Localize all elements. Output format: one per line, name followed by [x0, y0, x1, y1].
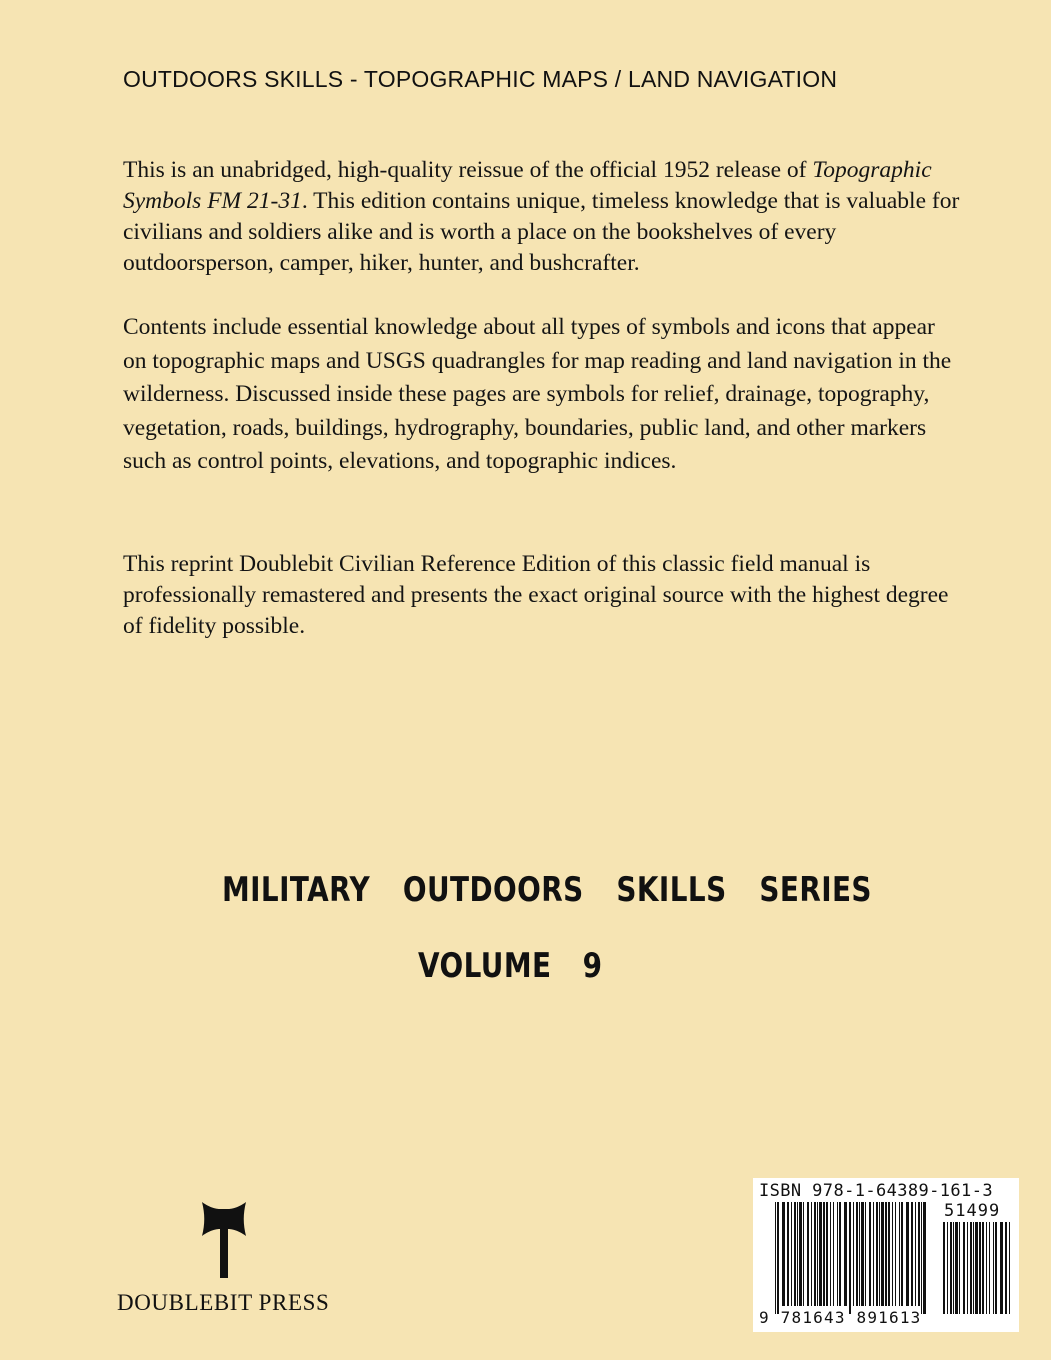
barcode-bar [861, 1202, 864, 1306]
barcode-bar [979, 1222, 981, 1314]
barcode-bar [915, 1202, 916, 1306]
barcode-bar [888, 1202, 890, 1306]
barcode-bar [833, 1202, 834, 1306]
description-paragraph-1 [123, 155, 963, 279]
barcode-bar [923, 1202, 926, 1314]
paragraph-1-rest: . This edition contains unique, timeless knowledge that is valuable for civilians and soldiers alike and is worth a place on the bookshelves of every outdoorsperson, camper, hiker, hunter, and bushcrafter. [123, 188, 960, 276]
isbn-number: ISBN 978-1-64389-161-3 [759, 1181, 993, 1201]
barcode-bar [811, 1202, 812, 1306]
barcode-bar [823, 1202, 825, 1306]
barcode-bar [906, 1202, 909, 1306]
barcode-bar [797, 1202, 798, 1306]
barcode-bar [799, 1202, 802, 1306]
barcode-bar [876, 1202, 878, 1306]
barcode-bar [967, 1222, 968, 1314]
barcode-bar [844, 1202, 847, 1306]
series-title [222, 870, 905, 910]
barcode-bar [794, 1202, 796, 1306]
barcode-bar [777, 1202, 779, 1314]
barcode-bar [873, 1202, 874, 1306]
barcode-bar [895, 1202, 896, 1306]
barcode-bar [918, 1202, 920, 1306]
barcode-bar [899, 1202, 900, 1306]
barcode-bar [963, 1222, 965, 1314]
barcode-bar [830, 1202, 831, 1306]
barcode-bar [881, 1202, 884, 1306]
barcode-bar [947, 1222, 948, 1314]
double-bit-axe-icon [200, 1202, 248, 1278]
barcode-bar [970, 1222, 972, 1314]
category-heading: OUTDOORS SKILLS - TOPOGRAPHIC MAPS / LAND NAVIGATION [123, 66, 838, 92]
book-title: Topographic Symbols FM 21-31 [123, 157, 932, 214]
barcode-bar [982, 1222, 984, 1314]
barcode-bar [819, 1202, 822, 1306]
barcode-bar [837, 1202, 838, 1306]
barcode-bar [943, 1222, 945, 1314]
volume-number: 9 [582, 946, 603, 986]
barcode-bar [865, 1202, 866, 1306]
barcode-bar [791, 1202, 792, 1306]
barcode-bar [775, 1202, 776, 1314]
barcode-bar [803, 1202, 804, 1306]
barcode-bar [787, 1202, 789, 1306]
barcode-bar [849, 1202, 851, 1314]
barcode-bar [1000, 1222, 1003, 1314]
barcode-bar [892, 1202, 893, 1306]
series-word-1: MILITARY [222, 870, 371, 910]
barcode-bar [885, 1202, 887, 1306]
barcode-bar [959, 1222, 960, 1314]
series-word-3: SKILLS [616, 870, 727, 910]
barcode-bar [995, 1222, 997, 1314]
series-volume [418, 946, 634, 986]
barcode-bar [826, 1202, 828, 1306]
series-word-4: SERIES [759, 870, 872, 910]
paragraph-1-intro: This is an unabridged, high-quality reissue of the official 1952 release of [123, 157, 813, 183]
barcode-bar [1005, 1222, 1007, 1314]
barcode-bar [1009, 1222, 1010, 1314]
barcode-bar [950, 1222, 952, 1314]
barcode-bar [911, 1202, 913, 1306]
volume-label: VOLUME [418, 946, 552, 986]
barcode-bar [993, 1222, 994, 1314]
barcode-bar [839, 1202, 841, 1306]
barcode-bar [807, 1202, 809, 1306]
barcode-bar [853, 1202, 854, 1306]
barcode-bar [869, 1202, 871, 1306]
description-paragraph-2: Contents include essential knowledge about all types of symbols and icons that appear on topographic maps and USGS quadrangles for map reading and land navigation in the wilderness. Discussed inside these pages are symbols for relief, drainage, topography, vegetation, roads, buildings, hydrography, boundaries, public land, and other markers such as control points, elevations, and topographic indices. [123, 314, 952, 474]
barcode-bar [879, 1202, 880, 1306]
barcode-bar [856, 1202, 858, 1306]
series-word-2: OUTDOORS [402, 870, 584, 910]
isbn-barcode [753, 1178, 1019, 1332]
barcode-bar [782, 1202, 785, 1306]
barcode-bar [953, 1222, 954, 1314]
description-paragraph-3: This reprint Doublebit Civilian Reference Edition of this classic field manual is professionally remastered and presents the exact original source with the highest degree of fidelity possible. [123, 551, 949, 639]
barcode-bar [921, 1202, 922, 1314]
barcode-bar [973, 1222, 974, 1314]
barcode-bar [817, 1202, 818, 1306]
barcode-bar [975, 1222, 978, 1314]
price-code: 51499 [944, 1201, 1001, 1221]
ean-number: 9 781643 891613 [759, 1308, 922, 1327]
publisher-name: DOUBLEBIT PRESS [117, 1290, 330, 1315]
barcode-bar [814, 1202, 816, 1306]
barcode-bar [901, 1202, 903, 1306]
barcode-bar [986, 1222, 987, 1314]
barcode-bar [989, 1222, 990, 1314]
barcode-bar [859, 1202, 860, 1306]
barcode-bar [955, 1222, 958, 1314]
